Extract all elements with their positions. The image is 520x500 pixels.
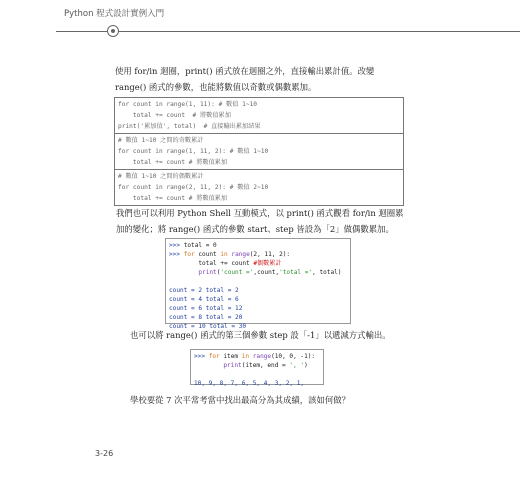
header-rule bbox=[56, 31, 520, 32]
shell-keyword: in bbox=[220, 251, 228, 258]
shell-spacer bbox=[194, 370, 320, 379]
shell-code: (10, 0, -1): bbox=[271, 353, 316, 360]
shell-output: 10, 9, 8, 7, 6, 5, 4, 3, 2, 1, bbox=[194, 380, 305, 387]
shell-spacer bbox=[169, 277, 347, 286]
shell-code: ) bbox=[304, 362, 308, 369]
shell-code: count bbox=[194, 251, 221, 258]
shell-builtin: print bbox=[223, 362, 242, 369]
code-line: for count in range(1, 11, 2): # 數值 1~10 bbox=[118, 148, 269, 155]
header-title: Python 程式設計實例入門 bbox=[64, 9, 165, 19]
paragraph-2 bbox=[116, 205, 406, 237]
code-block-3 bbox=[115, 170, 403, 205]
paragraph-1 bbox=[115, 63, 415, 95]
header-circle-icon bbox=[107, 25, 119, 37]
page-number: 3-26 bbox=[95, 449, 114, 458]
code-table bbox=[114, 97, 404, 206]
paragraph-2-line-2: 加的變化；將 range() 函式的參數 start、step 皆設為「2」做偶數累加。 bbox=[116, 224, 394, 234]
paragraph-3: 也可以將 range() 函式的第三個參數 step 設「-1」以遞減方式輸出。 bbox=[130, 330, 391, 340]
shell-builtin: print bbox=[198, 269, 217, 276]
shell-builtin: range bbox=[252, 353, 272, 360]
paragraph-4: 學校要從 7 次平常考當中找出最高分為其成績，該如何做？ bbox=[130, 395, 351, 405]
shell-code: item bbox=[219, 353, 242, 360]
shell-output: count = 8 total = 20 bbox=[169, 314, 243, 321]
shell-code: total = 0 bbox=[183, 242, 217, 249]
shell-code: , total) bbox=[312, 269, 342, 276]
shell-line bbox=[169, 250, 347, 259]
shell-string: ', ' bbox=[289, 362, 305, 369]
code-block-1 bbox=[115, 98, 403, 134]
code-line: total += count # 將數值累加 bbox=[118, 195, 228, 202]
shell-builtin: range bbox=[231, 251, 250, 258]
shell-output: count = 4 total = 6 bbox=[169, 296, 239, 303]
shell-string: 'count =' bbox=[220, 269, 254, 276]
code-line: for count in range(1, 11): # 數值 1~10 bbox=[118, 101, 258, 108]
shell-code: ,count, bbox=[253, 269, 280, 276]
shell-code: (2, 11, 2): bbox=[249, 251, 291, 258]
shell-code bbox=[169, 269, 198, 276]
paragraph-1-line-1: 使用 for/in 迴圈，print() 函式放在迴圈之外，直接輸出累計值。改變 bbox=[115, 66, 375, 76]
code-line: print('累加值', total) # 直接輸出累加結果 bbox=[118, 123, 261, 130]
shell-code: (item, end = bbox=[241, 362, 290, 369]
code-block-2 bbox=[115, 134, 403, 170]
code-line: total += count # 將數值累加 bbox=[118, 159, 228, 166]
paragraph-1-line-2: range() 函式的參數，也能將數值以奇數或偶數累加。 bbox=[115, 82, 317, 92]
shell-keyword: in bbox=[241, 353, 250, 360]
shell-prompt: >>> bbox=[194, 353, 209, 360]
shell-code: total += count bbox=[169, 260, 254, 267]
shell-line bbox=[194, 361, 320, 370]
shell-keyword: for bbox=[208, 353, 220, 360]
shell-comment: #偶數累計 bbox=[253, 260, 282, 267]
code-line: # 數值 1~10 之間的偶數累計 bbox=[118, 173, 204, 180]
code-line: total += count # 將數值累加 bbox=[118, 112, 231, 119]
shell-line bbox=[169, 241, 347, 250]
code-line: # 數值 1~10 之間的奇數累計 bbox=[118, 137, 204, 144]
shell-string: 'total =' bbox=[279, 269, 313, 276]
python-shell-screenshot-1 bbox=[165, 238, 351, 330]
code-line: for count in range(2, 11, 2): # 數值 2~10 bbox=[118, 184, 269, 191]
shell-output: count = 10 total = 30 bbox=[169, 323, 247, 330]
shell-line bbox=[194, 352, 320, 361]
shell-line bbox=[169, 259, 347, 268]
python-shell-screenshot-2 bbox=[190, 349, 324, 385]
paragraph-2-line-1: 我們也可以利用 Python Shell 互動模式，以 print() 函式觀看 for/in 迴圈累 bbox=[116, 208, 404, 218]
shell-code bbox=[194, 362, 223, 369]
shell-keyword: for bbox=[183, 251, 195, 258]
shell-output: count = 6 total = 12 bbox=[169, 305, 243, 312]
shell-line bbox=[169, 268, 347, 277]
shell-code: ( bbox=[216, 269, 221, 276]
shell-prompt: >>> bbox=[169, 242, 184, 249]
shell-prompt: >>> bbox=[169, 251, 184, 258]
shell-output: count = 2 total = 2 bbox=[169, 287, 239, 294]
